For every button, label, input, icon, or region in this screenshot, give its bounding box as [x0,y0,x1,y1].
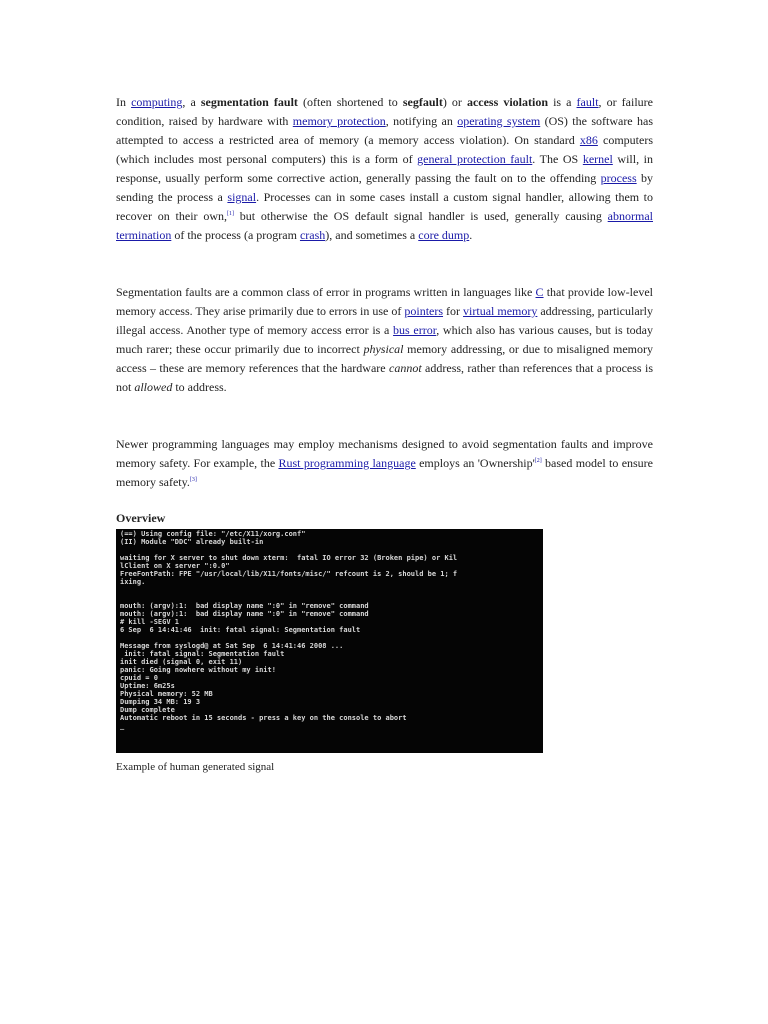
text: by sending the process a [116,171,654,204]
terminal-line: cpuid = 0 [120,674,158,682]
terminal-line: Dumping 34 MB: 19 3 [120,698,201,706]
link-general-protection-fault[interactable]: general protection fault [417,152,533,166]
text: , which also has various causes, but is today much rarer; these occur primarily due to incorrect [116,323,653,356]
terminal-line [120,586,539,594]
link-memory-protection[interactable]: memory protection [292,114,386,128]
term-segmentation-fault: segmentation fault [200,95,298,109]
link-rust[interactable]: Rust programming language [278,456,416,470]
terminal-line: init: fatal signal: Segmentation fault [120,650,285,658]
text: (OS) the software has attempted to access a restricted area of memory (a memory access violation). On standard [116,114,653,147]
link-operating-system[interactable]: operating system [457,114,541,128]
emphasis-physical: physical [363,342,404,356]
text: Segmentation faults are a common class of error in programs written in languages like [116,285,536,299]
link-computing[interactable]: computing [131,95,183,109]
image-caption: Example of human generated signal [116,761,275,773]
terminal-line: mouth: (argv):1: bad display name ":0" in "remove" command [120,610,369,618]
terminal-line: 6 Sep 6 14:41:46 init: fatal signal: Segmentation fault [120,626,361,634]
link-kernel[interactable]: kernel [582,152,613,166]
reference-2[interactable]: [2] [534,458,542,464]
link-process[interactable]: process [600,171,637,185]
terminal-line: Automatic reboot in 15 seconds - press a key on the console to abort [120,714,407,722]
reference-3[interactable]: [3] [189,477,197,483]
emphasis-allowed: allowed [134,380,173,394]
terminal-line: (II) Module "DDC" already built-in [120,538,264,546]
text: employs an 'Ownership' [415,456,535,470]
reference-1[interactable]: [1] [226,211,234,217]
text: memory addressing, or due to misaligned memory access – these are memory references that the hardware [116,342,653,375]
terminal-line: Physical memory: 52 MB [120,690,213,698]
paragraph-intro [116,93,653,245]
link-c[interactable]: C [535,285,544,299]
paragraph-rust [116,435,653,492]
terminal-line: Message from syslogd@ at Sat Sep 6 14:41:46 2008 ... [120,642,344,650]
emphasis-cannot: cannot [389,361,422,375]
terminal-line: FreeFontPath: FPE "/usr/local/lib/X11/fonts/misc/" refcount is 2, should be 1; f [120,570,458,578]
term-segfault: segfault [402,95,443,109]
terminal-line: Uptime: 6m25s [120,682,175,690]
link-virtual-memory[interactable]: virtual memory [463,304,538,318]
terminal-line [120,546,539,554]
link-core-dump[interactable]: core dump [418,228,470,242]
link-crash[interactable]: crash [299,228,326,242]
terminal-line [120,634,539,642]
link-signal[interactable]: signal [227,190,257,204]
text: computers (which includes most personal computers) this is a form of [116,133,653,166]
text: of the process (a program [171,228,300,242]
text: will, in response, usually perform some corrective action, generally passing the fault on to the offending [116,152,653,185]
terminal-screenshot-image [116,529,543,753]
text: Newer programming languages may employ mechanisms designed to avoid segmentation faults and improve memory safety. For example, the [116,437,653,470]
terminal-line: panic: Going nowhere without my init! [120,666,276,674]
terminal-line: (==) Using config file: "/etc/X11/xorg.conf" [120,530,306,538]
terminal-line: _ [120,722,125,730]
link-abnormal-termination[interactable]: abnormal termination [116,209,653,242]
terminal-line [120,594,539,602]
text: but otherwise the OS default signal handler is used, generally causing [233,209,608,223]
text: , notifying an [385,114,458,128]
text: . Processes can in some cases install a custom signal handler, allowing them to recover on their own, [116,190,653,223]
text: for [443,304,464,318]
terminal-line: ixing. [120,578,146,586]
text: address, rather than references that a process is not [116,361,653,394]
terminal-line: mouth: (argv):1: bad display name ":0" in "remove" command [120,602,369,610]
text: is a [548,95,577,109]
text: (often shortened to [297,95,403,109]
text: that provide low-level memory access. They arise primarily due to errors in use of [116,285,653,318]
terminal-line: init died (signal 0, exit 11) [120,658,243,666]
paragraph-languages [116,283,653,397]
link-bus-error[interactable]: bus error [393,323,437,337]
text: to address. [172,380,227,394]
text: ), and sometimes a [325,228,419,242]
term-access-violation: access violation [466,95,549,109]
text: In [116,95,132,109]
terminal-line: # kill -SEGV 1 [120,618,180,626]
text: . [469,228,473,242]
link-x86[interactable]: x86 [579,133,598,147]
terminal-line: lClient on X server ":0.0" [120,562,230,570]
section-heading-overview: Overview [116,511,166,525]
link-fault[interactable]: fault [576,95,599,109]
text: addressing, particularly illegal access. Another type of memory access error is a [116,304,653,337]
text: , or failure condition, raised by hardware with [116,95,653,128]
terminal-line: Dump complete [120,706,175,714]
text: . The OS [532,152,583,166]
text: , a [182,95,201,109]
text: based model to ensure memory safety. [116,456,654,489]
terminal-line: waiting for X server to shut down xterm: fatal IO error 32 (Broken pipe) or Kil [120,554,458,562]
text: ) or [442,95,467,109]
link-pointers[interactable]: pointers [404,304,444,318]
